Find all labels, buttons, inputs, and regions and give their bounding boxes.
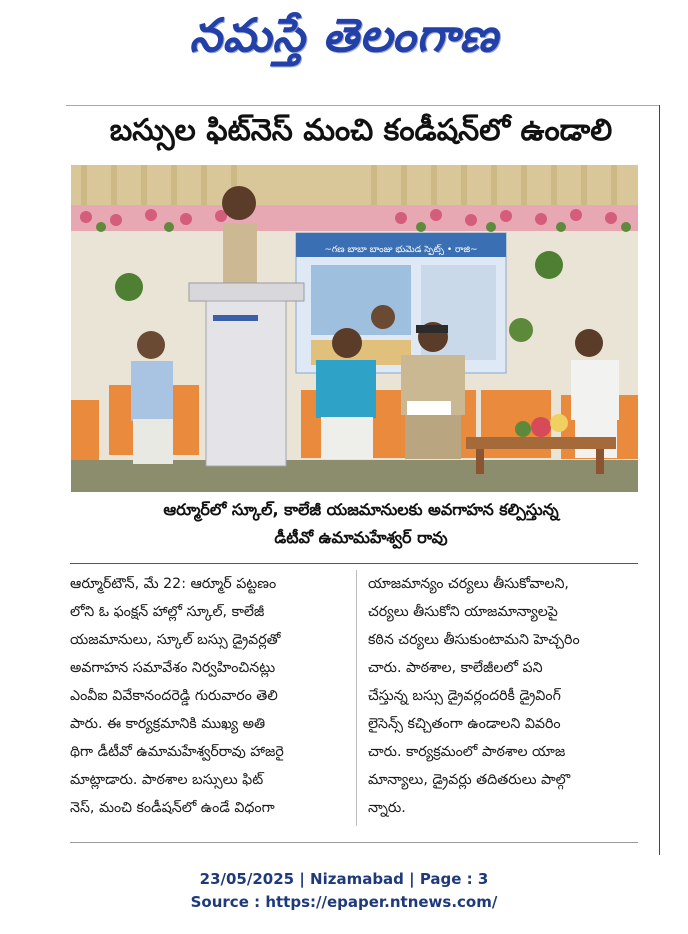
article-column-left: [70, 570, 346, 822]
article-line: చారు. పాఠశాల, కాలేజీలలో పని: [368, 660, 543, 676]
article-line: పారు. ఈ కార్యక్రమానికి ముఖ్య అతి: [70, 716, 266, 732]
masthead-title: నమస్తే తెలంగాణ: [189, 8, 499, 62]
newspaper-masthead: [0, 2, 688, 80]
clipping-border-top: [66, 105, 660, 106]
caption-divider: [70, 563, 638, 564]
article-line: మాన్యాలు, డ్రైవర్లు తదితరులు పాల్గొ: [368, 772, 571, 788]
photo-caption: [66, 496, 656, 552]
article-line: కఠిన చర్యలు తీసుకుంటామని హెచ్చరిం: [368, 632, 580, 648]
event-photo: [71, 165, 638, 492]
article-line: లోని ఓ ఫంక్షన్ హాల్లో స్కూల్, కాలేజీ: [70, 604, 265, 620]
article-line: మాట్లాడారు. పాఠశాల బస్సులు ఫిట్: [70, 772, 264, 788]
article-line: థిగా డీటీవో ఉమామహేశ్వర్‌రావు హాజరై: [70, 744, 284, 760]
clipping-border-right: [659, 105, 660, 855]
footer-source-link[interactable]: Source : https://epaper.ntnews.com/: [190, 893, 498, 911]
article-line: చారు. కార్యక్రమంలో పాఠశాల యాజ: [368, 744, 566, 760]
article-column-right: [368, 570, 638, 822]
event-photo-illustration: [71, 165, 638, 492]
article-line: ఆర్మూర్‌టౌన్, మే 22: ఆర్మూర్ పట్టణం: [70, 576, 277, 592]
caption-line-2: డీటీవో ఉమామహేశ్వర్ రావు: [274, 528, 448, 547]
article-line: ఎంవీఐ వివేకానందరెడ్డి గురువారం తెలి: [70, 688, 278, 704]
article-line: న్నారు.: [368, 800, 406, 816]
banner-text: ~గణ బాబా బాంజు భుమెడ స్పెట్స్ • రాజి~: [324, 245, 478, 255]
article-line: నెస్, మంచి కండీషన్‌లో ఉండే విధంగా: [70, 800, 275, 816]
article-line: లైసెన్స్ కచ్చితంగా ఉండాలని వివరిం: [368, 716, 561, 732]
page-footer: [0, 868, 688, 914]
column-separator: [356, 570, 357, 826]
article-line: చర్యలు తీసుకోని యాజమాన్యాలపై: [368, 604, 558, 620]
article-line: చేస్తున్న బస్సు డ్రైవర్లందరికీ డ్రైవింగ్: [368, 688, 561, 704]
article-line: అవగాహన సమావేశం నిర్వహించినట్లు: [70, 660, 276, 676]
article-line: యాజమాన్యం చర్యలు తీసుకోవాలని,: [368, 576, 569, 592]
caption-line-1: ఆర్మూర్‌లో స్కూల్, కాలేజీ యజమానులకు అవగాహన కల్పిస్తున్న: [163, 500, 559, 519]
footer-edition-info: 23/05/2025 | Nizamabad | Page : 3: [199, 870, 489, 888]
article-bottom-rule: [70, 842, 638, 843]
article-line: యజమానులు, స్కూల్ బస్సు డ్రైవర్లతో: [70, 632, 281, 648]
article-headline: బస్సుల ఫిట్‌నెస్ మంచి కండీషన్‌లో ఉండాలి: [109, 113, 613, 148]
